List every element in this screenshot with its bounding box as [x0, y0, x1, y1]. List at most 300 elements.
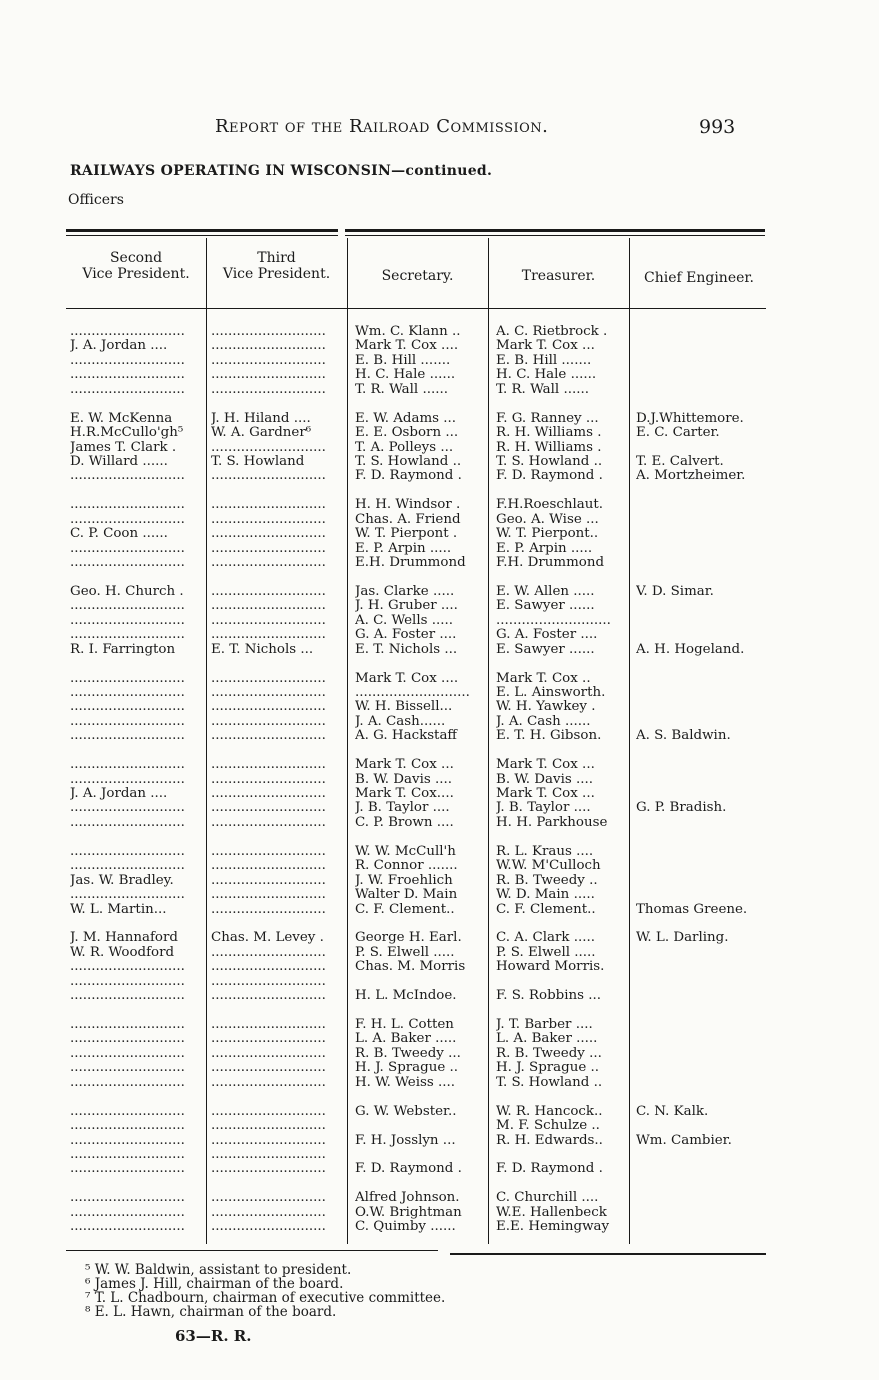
top-rule-thick-left [66, 229, 338, 232]
page-signature: 63—R. R. [175, 1327, 252, 1345]
table-cell: ........................... [211, 1075, 326, 1090]
table-cell: ........................... [70, 844, 185, 859]
table-cell: W. H. Bissell... [355, 700, 453, 715]
table-cell [636, 672, 776, 686]
table-cell: R. H. Williams . [496, 426, 602, 441]
table-cell [636, 556, 776, 570]
table-cell: P. S. Elwell ..... [496, 945, 596, 960]
table-cell: W. W. McCull'h [355, 844, 456, 859]
table-cell: Mark T. Cox .. [496, 671, 591, 686]
table-cell: E. Sawyer ...... [496, 599, 595, 614]
table-cell: Jas. Clarke ..... [355, 584, 455, 599]
column-second-vice-president [70, 325, 206, 1235]
table-cell: Mark T. Cox ... [496, 758, 595, 773]
table-cell [70, 484, 206, 498]
table-cell: F. H. Josslyn ... [355, 1133, 456, 1148]
table-cell: Mark T. Cox .... [355, 339, 459, 354]
table-cell [211, 1090, 346, 1104]
table-cell: Mark T. Cox ... [496, 787, 595, 801]
table-cell: ........................... [211, 700, 326, 715]
table-cell: Thomas Greene. [636, 902, 748, 917]
table-cell [636, 397, 776, 411]
table-cell: F. G. Ranney ... [496, 411, 599, 426]
header-treasurer-line1: Treasurer. [521, 268, 596, 284]
table-cell: ........................... [70, 498, 185, 513]
table-cell: ........................... [211, 685, 326, 700]
table-cell [636, 758, 776, 772]
table-cell: James T. Clark . [70, 440, 177, 455]
table-cell [636, 1061, 776, 1075]
table-cell [636, 527, 776, 541]
table-cell: ........................... [70, 801, 185, 816]
table-cell: F.H.Roeschlaut. [496, 498, 603, 513]
table-cell: ........................... [70, 556, 185, 570]
table-cell: F. D. Raymond . [355, 1162, 462, 1177]
table-cell: ........................... [211, 960, 326, 975]
column-divider [347, 238, 348, 1244]
table-cell: G. W. Webster.. [355, 1104, 457, 1119]
table-cell [496, 397, 629, 411]
table-cell [211, 570, 346, 584]
table-cell: Chas. M. Levey . [211, 931, 324, 946]
table-cell: T. S. Howland .. [355, 454, 462, 469]
table-cell: L. A. Baker ..... [355, 1032, 457, 1047]
table-cell: ........................... [211, 541, 326, 556]
table-cell [355, 917, 488, 931]
table-cell: ........................... [211, 325, 326, 339]
table-cell: ........................... [496, 613, 611, 628]
table-cell [355, 397, 488, 411]
table-cell: T. R. Wall ...... [496, 382, 590, 397]
footnote-6: ⁶ James J. Hill, chairman of the board. [85, 1276, 344, 1292]
table-cell: ........................... [70, 541, 185, 556]
table-cell: R. H. Williams . [496, 440, 602, 455]
table-cell: J. H. Hiland .... [211, 411, 311, 426]
column-third-vice-president [211, 325, 346, 1235]
table-cell: J. H. Gruber .... [355, 599, 458, 614]
table-cell: ........................... [70, 714, 185, 729]
table-cell: ........................... [211, 368, 326, 383]
table-cell: A. H. Hogeland. [636, 642, 745, 657]
header-chief-engineer [629, 270, 769, 286]
table-cell: T. E. Calvert. [636, 454, 724, 469]
table-cell [496, 975, 629, 989]
table-cell: ........................... [211, 758, 326, 773]
table-cell [636, 686, 776, 700]
table-cell [211, 1177, 346, 1191]
table-cell [355, 657, 488, 671]
table-cell: ........................... [211, 945, 326, 960]
table-cell: ........................... [355, 685, 470, 700]
table-cell: E. W. McKenna [70, 411, 173, 426]
table-cell [636, 1191, 776, 1205]
table-cell: ........................... [70, 815, 185, 830]
table-cell: B. W. Davis .... [355, 772, 453, 787]
table-cell: A. Mortzheimer. [636, 469, 746, 484]
table-cell [636, 484, 776, 498]
table-cell: E. C. Carter. [636, 426, 720, 441]
table-cell: Chas. A. Friend [355, 512, 461, 527]
table-cell: ........................... [211, 801, 326, 816]
table-cell: H. H. Parkhouse [496, 815, 608, 830]
table-cell [355, 1148, 488, 1162]
table-cell: George H. Earl. [355, 931, 462, 946]
table-cell: T. R. Wall ...... [355, 382, 449, 397]
table-cell: ........................... [70, 325, 185, 339]
table-cell: E. P. Arpin ..... [355, 541, 452, 556]
table-cell [496, 1177, 629, 1191]
table-cell [211, 830, 346, 844]
table-cell: ........................... [211, 859, 326, 874]
table-cell: ........................... [70, 1104, 185, 1119]
table-cell: G. A. Foster .... [496, 628, 598, 643]
table-cell: W. R. Hancock.. [496, 1104, 603, 1119]
table-cell [636, 989, 776, 1003]
table-cell: Geo. H. Church . [70, 584, 184, 599]
header-chief-engineer-line1: Chief Engineer. [644, 270, 754, 286]
table-cell: ........................... [211, 714, 326, 729]
table-cell: ........................... [70, 758, 185, 773]
table-cell: C. P. Coon ...... [70, 527, 168, 542]
table-cell [636, 570, 776, 584]
table-cell [355, 570, 488, 584]
table-cell: L. A. Baker ..... [496, 1032, 598, 1047]
table-cell: Wm. C. Klann .. [355, 325, 461, 339]
table-cell: V. D. Simar. [636, 584, 714, 599]
header-third-vp-line1: Third [257, 250, 296, 266]
table-cell: Alfred Johnson. [355, 1191, 460, 1206]
top-rule-thick-right [345, 229, 765, 232]
table-cell: R. Connor ....... [355, 859, 458, 874]
table-cell [636, 960, 776, 974]
table-cell [636, 513, 776, 527]
table-cell [636, 354, 776, 368]
table-cell [636, 614, 776, 628]
table-cell [636, 1047, 776, 1061]
subsection-label: Officers [68, 192, 124, 208]
table-cell: ........................... [211, 440, 326, 455]
header-third-vp-line2: Vice President. [222, 266, 331, 282]
table-cell [636, 599, 776, 613]
table-cell: ........................... [70, 1018, 185, 1032]
table-cell [636, 1004, 776, 1018]
column-treasurer [496, 325, 629, 1235]
table-cell: ........................... [211, 729, 326, 744]
table-cell: Wm. Cambier. [636, 1133, 732, 1148]
table-cell: F.H. Drummond [496, 556, 605, 570]
table-cell [211, 917, 346, 931]
table-cell: ........................... [211, 339, 326, 354]
table-cell: ........................... [70, 1191, 185, 1206]
table-cell: H. J. Sprague .. [355, 1061, 459, 1076]
table-cell: ........................... [70, 1075, 185, 1090]
table-cell: T. S. Howland .. [496, 454, 603, 469]
table-cell: H. C. Hale ...... [355, 368, 456, 383]
header-third-vp [206, 250, 347, 282]
table-cell: H. J. Sprague .. [496, 1061, 600, 1076]
table-cell [496, 484, 629, 498]
header-secretary-line1: Secretary. [381, 268, 454, 284]
table-cell: ........................... [70, 1119, 185, 1134]
table-cell: ........................... [211, 599, 326, 614]
table-cell: ........................... [211, 671, 326, 686]
table-cell [636, 700, 776, 714]
table-cell: H. L. McIndoe. [355, 989, 457, 1004]
table-cell: A. C. Rietbrock . [496, 325, 608, 339]
table-cell: J. T. Barber .... [496, 1018, 593, 1032]
table-cell: ........................... [211, 1119, 326, 1134]
table-cell [70, 1177, 206, 1191]
table-cell [70, 1004, 206, 1018]
column-chief-engineer [636, 325, 776, 1235]
table-cell: E. L. Ainsworth. [496, 685, 606, 700]
table-cell: Walter D. Main [355, 888, 458, 903]
table-cell: Mark T. Cox ... [496, 339, 595, 354]
table-cell: ........................... [70, 700, 185, 715]
table-cell: F. S. Robbins ... [496, 989, 602, 1004]
table-cell: E.E. Hemingway [496, 1220, 610, 1235]
table-cell: H.R.McCullo'gh⁵ [70, 426, 184, 441]
table-cell [496, 570, 629, 584]
table-cell: ........................... [211, 1018, 326, 1032]
table-cell: C. Churchill .... [496, 1191, 599, 1206]
table-cell: W.W. M'Culloch [496, 859, 601, 874]
table-cell: B. W. Davis .... [496, 772, 594, 787]
table-cell: E. T. H. Gibson. [496, 729, 602, 744]
table-cell: ........................... [211, 1133, 326, 1148]
table-cell: J. A. Jordan .... [70, 339, 168, 354]
table-cell: ........................... [211, 1046, 326, 1061]
footnote-rule-left [66, 1250, 438, 1251]
footnote-7: ⁷ T. L. Chadbourn, chairman of executive committee. [85, 1290, 446, 1306]
table-cell: W. A. Gardner⁶ [211, 426, 312, 441]
table-cell: ........................... [211, 1205, 326, 1220]
page-title: Report of the Railroad Commission. [215, 116, 549, 137]
table-cell: ........................... [211, 888, 326, 903]
table-cell: ........................... [211, 1162, 326, 1177]
table-cell: ........................... [70, 1147, 185, 1162]
table-cell [636, 845, 776, 859]
table-cell [636, 1206, 776, 1220]
table-cell: T. A. Polleys ... [355, 440, 454, 455]
table-cell: ........................... [70, 512, 185, 527]
table-cell: E. B. Hill ....... [355, 353, 451, 368]
table-cell [636, 657, 776, 671]
column-divider [629, 238, 630, 1244]
table-cell [211, 744, 346, 758]
table-cell [70, 917, 206, 931]
table-cell: W. R. Woodford [70, 945, 175, 960]
table-cell: H. C. Hale ...... [496, 368, 597, 383]
footnote-5: ⁵ W. W. Baldwin, assistant to president. [85, 1262, 352, 1278]
footnote-8: ⁸ E. L. Hawn, chairman of the board. [85, 1304, 337, 1320]
table-cell: J. M. Hannaford [70, 931, 178, 946]
table-cell: F. H. L. Cotten [355, 1018, 454, 1032]
table-cell [636, 830, 776, 844]
table-cell: ........................... [211, 974, 326, 989]
table-cell: ........................... [70, 469, 185, 484]
header-second-vp [66, 250, 206, 282]
table-cell [355, 1119, 488, 1133]
table-cell [636, 368, 776, 382]
table-cell: E. W. Allen ..... [496, 584, 595, 599]
table-cell: ........................... [211, 628, 326, 643]
table-cell: ........................... [211, 512, 326, 527]
table-cell: W. T. Pierpont.. [496, 527, 599, 542]
table-cell: A. G. Hackstaff [355, 729, 457, 744]
table-cell [636, 1032, 776, 1046]
table-cell [70, 744, 206, 758]
column-divider [488, 238, 489, 1244]
table-cell: J. A. Jordan .... [70, 787, 168, 801]
table-cell [636, 888, 776, 902]
table-cell: C. F. Clement.. [355, 902, 455, 917]
table-cell: ........................... [70, 1220, 185, 1235]
table-cell: ........................... [211, 815, 326, 830]
table-cell: H. W. Weiss .... [355, 1075, 456, 1090]
table-cell: Mark T. Cox ... [355, 758, 454, 773]
table-cell: W. H. Yawkey . [496, 700, 596, 715]
table-cell [211, 657, 346, 671]
column-divider [206, 238, 207, 1244]
table-cell [636, 325, 776, 339]
table-cell [355, 830, 488, 844]
table-cell: F. D. Raymond . [496, 1162, 603, 1177]
table-cell: J. B. Taylor .... [496, 801, 591, 816]
table-cell [355, 1177, 488, 1191]
table-cell [355, 484, 488, 498]
table-cell: ........................... [70, 1061, 185, 1076]
table-cell [211, 397, 346, 411]
table-cell: W. D. Main ..... [496, 888, 595, 903]
table-cell [636, 744, 776, 758]
table-cell [636, 946, 776, 960]
table-cell: ........................... [211, 844, 326, 859]
table-cell: R. H. Edwards.. [496, 1133, 603, 1148]
table-cell: R. B. Tweedy .. [496, 873, 598, 888]
table-cell: Howard Morris. [496, 960, 605, 975]
table-cell [636, 441, 776, 455]
table-cell: R. L. Kraus .... [496, 844, 594, 859]
table-cell: ........................... [70, 382, 185, 397]
table-cell [496, 830, 629, 844]
table-cell [636, 1220, 776, 1234]
table-cell: E. B. Hill ....... [496, 353, 592, 368]
table-cell: J. A. Cash...... [355, 714, 446, 729]
table-cell [636, 339, 776, 353]
top-rule-thin-right [345, 235, 765, 236]
column-secretary [355, 325, 488, 1235]
table-cell [636, 975, 776, 989]
table-cell [636, 542, 776, 556]
table-cell: ........................... [211, 1191, 326, 1206]
table-cell: ........................... [70, 1205, 185, 1220]
header-secretary [347, 268, 488, 284]
table-cell: P. S. Elwell ..... [355, 945, 455, 960]
table-cell: C. N. Kalk. [636, 1104, 709, 1119]
table-cell: ........................... [211, 382, 326, 397]
table-cell: ........................... [211, 613, 326, 628]
table-cell: Chas. M. Morris [355, 960, 466, 975]
table-cell [636, 628, 776, 642]
table-cell [70, 830, 206, 844]
table-cell: M. F. Schulze .. [496, 1119, 600, 1134]
table-cell: Mark T. Cox .... [355, 671, 459, 686]
table-cell: R. I. Farrington [70, 642, 176, 657]
table-cell [496, 744, 629, 758]
header-underline [66, 308, 766, 309]
table-cell: R. B. Tweedy ... [496, 1046, 602, 1061]
table-cell [496, 657, 629, 671]
table-cell: ........................... [211, 902, 326, 917]
table-cell: ........................... [211, 556, 326, 570]
table-cell: Geo. A. Wise ... [496, 512, 599, 527]
table-cell: ........................... [70, 989, 185, 1004]
table-cell: O.W. Brightman [355, 1205, 462, 1220]
table-cell: ........................... [70, 729, 185, 744]
table-cell: ........................... [211, 873, 326, 888]
table-cell: ........................... [211, 1147, 326, 1162]
table-cell [636, 715, 776, 729]
table-cell [636, 1076, 776, 1090]
table-cell: ........................... [211, 787, 326, 801]
table-cell: ........................... [211, 1061, 326, 1076]
table-cell: ........................... [211, 584, 326, 599]
table-cell: A. C. Wells ..... [355, 613, 454, 628]
table-cell: ........................... [70, 353, 185, 368]
table-cell: E. T. Nichols ... [211, 642, 314, 657]
footnote-rule-right [450, 1253, 766, 1255]
table-cell [636, 1018, 776, 1032]
table-cell: R. B. Tweedy ... [355, 1046, 461, 1061]
table-cell: ........................... [70, 772, 185, 787]
table-cell [636, 498, 776, 512]
table-cell [496, 1148, 629, 1162]
header-treasurer [488, 268, 629, 284]
table-cell: C. F. Clement.. [496, 902, 596, 917]
table-cell: D. Willard ...... [70, 454, 168, 469]
table-cell: ........................... [70, 974, 185, 989]
table-cell: G. A. Foster .... [355, 628, 457, 643]
table-cell [636, 773, 776, 787]
table-cell: H. H. Windsor . [355, 498, 461, 513]
table-cell [355, 1004, 488, 1018]
table-cell [636, 787, 776, 801]
table-cell: A. S. Baldwin. [636, 729, 731, 744]
table-cell: F. D. Raymond . [355, 469, 462, 484]
table-cell: ........................... [70, 1046, 185, 1061]
table-cell [70, 657, 206, 671]
header-second-vp-line2: Vice President. [82, 266, 190, 282]
table-cell: ........................... [70, 859, 185, 874]
table-cell: Jas. W. Bradley. [70, 873, 174, 888]
table-cell [496, 917, 629, 931]
table-cell: T. S. Howland [211, 454, 305, 469]
table-cell: C. P. Brown .... [355, 815, 454, 830]
table-cell: J. W. Froehlich [355, 873, 453, 888]
table-cell: G. P. Bradish. [636, 801, 727, 816]
top-rule-thin-left [66, 235, 338, 236]
table-cell: D.J.Whittemore. [636, 411, 744, 426]
table-cell: Mark T. Cox.... [355, 787, 454, 801]
page-number: 993 [699, 116, 736, 138]
table-cell [70, 1090, 206, 1104]
table-cell [496, 1090, 629, 1104]
table-cell: ........................... [70, 1133, 185, 1148]
table-cell: ........................... [70, 960, 185, 975]
table-cell [636, 874, 776, 888]
table-cell [636, 1090, 776, 1104]
